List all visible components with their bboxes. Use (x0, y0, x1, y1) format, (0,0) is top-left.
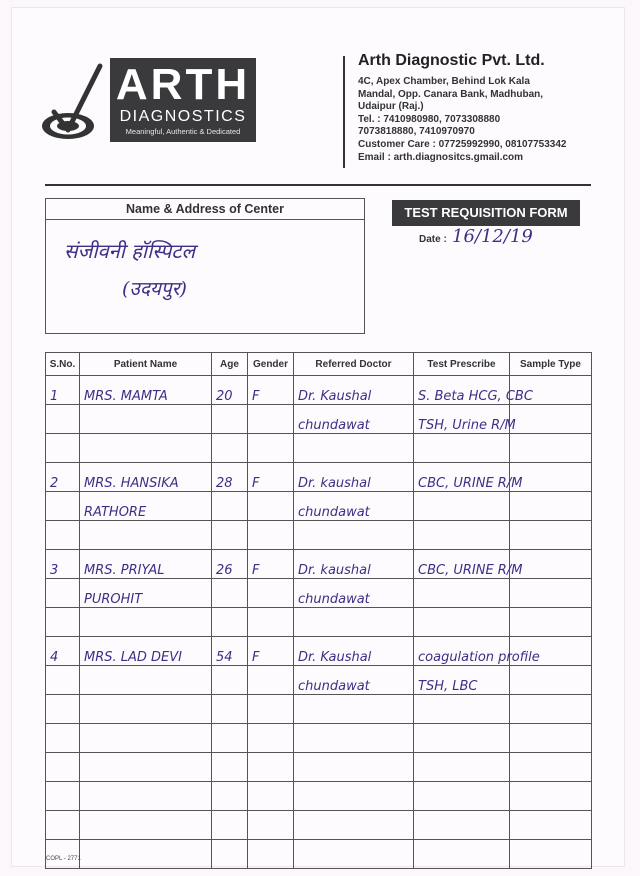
table-header-row (46, 353, 592, 376)
cell-gender (248, 521, 294, 550)
cell-patient-name (80, 724, 212, 753)
logo-tagline: Meaningful, Authentic & Dedicated (125, 127, 241, 136)
customer-care-line: Customer Care : 07725992990, 08107753342 (358, 138, 567, 150)
cell-patient-name (80, 666, 212, 695)
company-name: Arth Diagnostic Pvt. Ltd. (358, 52, 545, 69)
cell-referred-doctor: Dr. kaushal (294, 550, 414, 579)
address-line: 4C, Apex Chamber, Behind Lok Kala (358, 76, 530, 87)
cell-sample-type (510, 782, 592, 811)
cell-test-prescribe (414, 492, 510, 521)
cell-sno (46, 434, 80, 463)
date-value: 16/12/19 (452, 226, 533, 247)
cell-gender: F (248, 637, 294, 666)
cell-gender (248, 782, 294, 811)
cell-gender: F (248, 550, 294, 579)
table-row (46, 608, 592, 637)
cell-test-prescribe: CBC, URINE R/M (414, 550, 510, 579)
cell-sample-type (510, 521, 592, 550)
cell-patient-name: MRS. HANSIKA (80, 463, 212, 492)
cell-gender (248, 579, 294, 608)
cell-age: 28 (212, 463, 248, 492)
cell-test-prescribe (414, 695, 510, 724)
cell-sample-type (510, 608, 592, 637)
cell-patient-name (80, 782, 212, 811)
address-line: Udaipur (Raj.) (358, 101, 424, 113)
table-row (46, 840, 592, 869)
table-row (46, 811, 592, 840)
cell-referred-doctor (294, 840, 414, 869)
cell-referred-doctor (294, 695, 414, 724)
cell-sno: 4 (46, 637, 80, 666)
cell-sno (46, 666, 80, 695)
header-rule (45, 184, 591, 186)
table-row (46, 521, 592, 550)
cell-test-prescribe (414, 521, 510, 550)
cell-sample-type (510, 753, 592, 782)
target-check-icon (40, 60, 104, 144)
cell-test-prescribe (414, 753, 510, 782)
cell-referred-doctor: chundawat (294, 405, 414, 434)
cell-age (212, 579, 248, 608)
cell-age (212, 695, 248, 724)
cell-age: 20 (212, 376, 248, 405)
cell-age (212, 753, 248, 782)
table-row (46, 695, 592, 724)
cell-sno (46, 753, 80, 782)
cell-sno (46, 521, 80, 550)
email-line: Email : arth.diagnositcs.gmail.com (358, 151, 524, 163)
cell-test-prescribe (414, 434, 510, 463)
cell-gender: F (248, 376, 294, 405)
cell-gender (248, 434, 294, 463)
table-row (46, 376, 592, 405)
header-sample-type: Sample Type (510, 353, 592, 376)
cell-patient-name: MRS. LAD DEVI (80, 637, 212, 666)
cell-age (212, 405, 248, 434)
cell-patient-name (80, 521, 212, 550)
table-row (46, 434, 592, 463)
cell-patient-name (80, 608, 212, 637)
cell-test-prescribe (414, 724, 510, 753)
cell-age (212, 782, 248, 811)
table-row (46, 637, 592, 666)
cell-referred-doctor (294, 782, 414, 811)
patient-table (45, 352, 592, 869)
cell-patient-name: MRS. MAMTA (80, 376, 212, 405)
center-box (45, 198, 365, 334)
cell-sample-type (510, 811, 592, 840)
cell-gender (248, 695, 294, 724)
cell-sample-type (510, 666, 592, 695)
cell-sno (46, 695, 80, 724)
cell-sno (46, 782, 80, 811)
cell-sno: 1 (46, 376, 80, 405)
cell-gender (248, 608, 294, 637)
cell-referred-doctor (294, 753, 414, 782)
cell-sample-type (510, 724, 592, 753)
cell-sample-type (510, 492, 592, 521)
center-name-handwritten: संजीवनी हॉस्पिटल (64, 239, 196, 263)
table-row (46, 753, 592, 782)
cell-sample-type (510, 579, 592, 608)
table-row (46, 550, 592, 579)
cell-test-prescribe (414, 811, 510, 840)
cell-age (212, 434, 248, 463)
logo-word: ARTH (115, 60, 251, 109)
cell-gender (248, 666, 294, 695)
table-row (46, 405, 592, 434)
cell-sno (46, 579, 80, 608)
company-logo (110, 58, 256, 142)
cell-gender (248, 492, 294, 521)
cell-test-prescribe: CBC, URINE R/M (414, 463, 510, 492)
logo-sub: DIAGNOSTICS (119, 108, 247, 125)
center-title: Name & Address of Center (46, 199, 364, 220)
cell-gender (248, 753, 294, 782)
cell-test-prescribe: TSH, Urine R/M (414, 405, 510, 434)
cell-sno (46, 492, 80, 521)
center-city-handwritten: (उदयपुर) (122, 278, 187, 300)
header-gender: Gender (248, 353, 294, 376)
cell-referred-doctor (294, 434, 414, 463)
cell-referred-doctor: Dr. Kaushal (294, 637, 414, 666)
header-sno: S.No. (46, 353, 80, 376)
header-patient-name: Patient Name (80, 353, 212, 376)
cell-sample-type (510, 434, 592, 463)
cell-sno (46, 608, 80, 637)
cell-patient-name (80, 695, 212, 724)
cell-test-prescribe (414, 782, 510, 811)
cell-age (212, 840, 248, 869)
cell-sno (46, 405, 80, 434)
date-label: Date : (419, 234, 447, 245)
cell-age: 54 (212, 637, 248, 666)
cell-sno (46, 840, 80, 869)
cell-referred-doctor: Dr. Kaushal (294, 376, 414, 405)
header-referred-doctor: Referred Doctor (294, 353, 414, 376)
table-row (46, 492, 592, 521)
cell-patient-name: RATHORE (80, 492, 212, 521)
cell-sample-type (510, 405, 592, 434)
cell-test-prescribe (414, 608, 510, 637)
cell-patient-name (80, 753, 212, 782)
cell-referred-doctor (294, 608, 414, 637)
cell-sno (46, 724, 80, 753)
cell-referred-doctor (294, 811, 414, 840)
cell-test-prescribe (414, 840, 510, 869)
cell-test-prescribe: coagulation profile (414, 637, 510, 666)
cell-gender: F (248, 463, 294, 492)
cell-sample-type (510, 695, 592, 724)
table-row (46, 724, 592, 753)
cell-patient-name (80, 405, 212, 434)
cell-test-prescribe: TSH, LBC (414, 666, 510, 695)
cell-patient-name: MRS. PRIYAL (80, 550, 212, 579)
cell-referred-doctor (294, 724, 414, 753)
cell-sample-type (510, 840, 592, 869)
cell-test-prescribe: S. Beta HCG, CBC (414, 376, 510, 405)
cell-referred-doctor: Dr. kaushal (294, 463, 414, 492)
cell-age (212, 608, 248, 637)
phone-line: Tel. : 7410980980, 7073308880 (358, 113, 501, 125)
header-age: Age (212, 353, 248, 376)
cell-gender (248, 840, 294, 869)
cell-age (212, 724, 248, 753)
table-row (46, 463, 592, 492)
cell-age (212, 492, 248, 521)
cell-sno: 3 (46, 550, 80, 579)
cell-gender (248, 811, 294, 840)
cell-patient-name (80, 811, 212, 840)
form-sheet (12, 8, 624, 866)
table-row (46, 579, 592, 608)
cell-age (212, 811, 248, 840)
table-row (46, 666, 592, 695)
header-divider (343, 56, 345, 168)
cell-patient-name (80, 840, 212, 869)
cell-referred-doctor: chundawat (294, 492, 414, 521)
form-title: TEST REQUISITION FORM (392, 200, 580, 226)
cell-patient-name: PUROHIT (80, 579, 212, 608)
table-row (46, 782, 592, 811)
phone-line: 7073818880, 7410970970 (358, 126, 475, 138)
cell-gender (248, 405, 294, 434)
cell-sno (46, 811, 80, 840)
cell-referred-doctor: chundawat (294, 579, 414, 608)
cell-age (212, 521, 248, 550)
address-line: Mandal, Opp. Canara Bank, Madhuban, (358, 88, 544, 100)
cell-patient-name (80, 434, 212, 463)
company-info (358, 52, 618, 164)
cell-sno: 2 (46, 463, 80, 492)
header-test-prescribe: Test Prescribe (414, 353, 510, 376)
cell-test-prescribe (414, 579, 510, 608)
cell-referred-doctor: chundawat (294, 666, 414, 695)
cell-age: 26 (212, 550, 248, 579)
cell-referred-doctor (294, 521, 414, 550)
cell-age (212, 666, 248, 695)
form-code: COPL - 2771 (46, 856, 81, 862)
cell-gender (248, 724, 294, 753)
